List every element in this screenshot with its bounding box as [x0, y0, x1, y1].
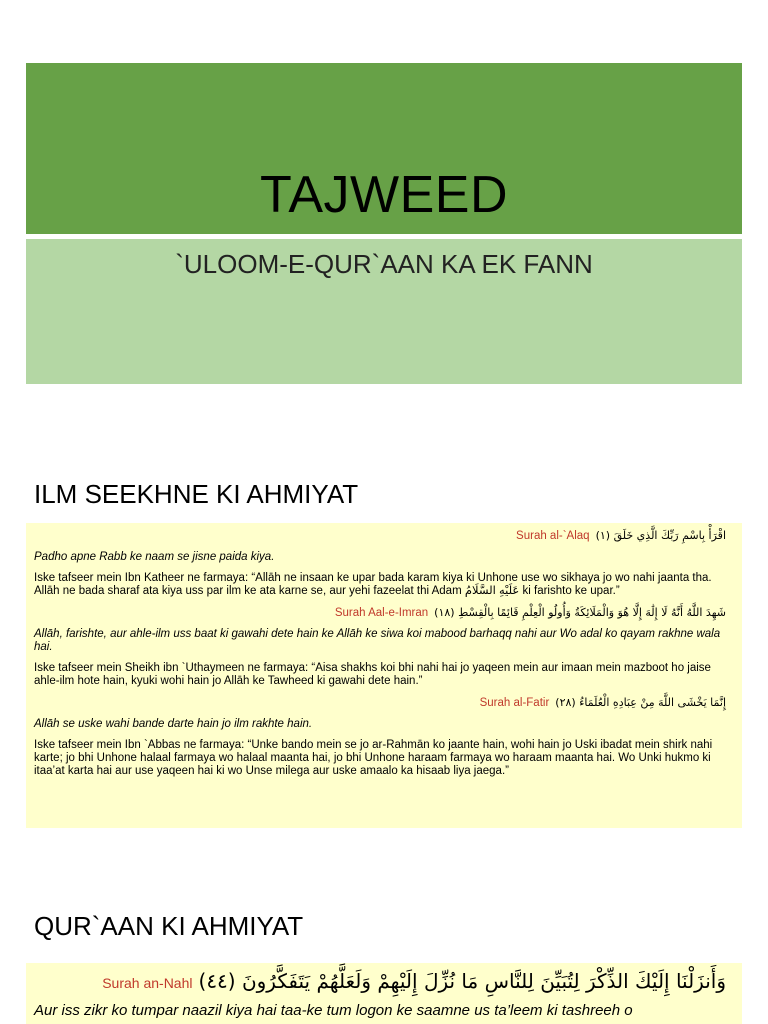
- verse-translation: Allāh, farishte, aur ahle-ilm uss baat ki gawahi dete hain ke Allāh ke siwa koi mabood barhaqq nahi aur Wo adal ko qayam rakhne wala hai.: [34, 628, 721, 653]
- arabic-verse: إِنَّمَا يَخْشَى اللَّهَ مِنْ عِبَادِهِ الْعُلَمَاءُ (٢٨): [555, 696, 726, 709]
- tafseer-text: Iske tafseer mein Ibn `Abbas ne farmaya: “Unke bando mein se jo ar-Rahmān ko jaante hain, wohi hain jo Uski ibadat mein shirk nahi karte; jo bhi Unhone halaal farmaya wo halaal maanta hai, jo bhi Unhone haraam farmaya wo haraam maanta hai. Wo Unki hukmo ki itaa’at karta hai aur use yaqeen hai ki wo Unse milega aur uske amaalo ka hisaab liya jaega.”: [34, 739, 713, 777]
- verse-line-fatir: [34, 696, 726, 710]
- verse-line-aal-e-imran: [34, 606, 726, 620]
- verse-line-alaq: [34, 529, 726, 543]
- surah-name: Surah al-Fatir: [479, 697, 550, 709]
- arabic-verse: اقْرَأْ بِاسْمِ رَبِّكَ الَّذِي خَلَقَ (١): [595, 529, 726, 542]
- surah-name: Surah Aal-e-Imran: [334, 607, 429, 619]
- surah-name: Surah al-`Alaq: [516, 530, 590, 542]
- title-slide: [26, 63, 742, 384]
- tafseer-text: Iske tafseer mein Ibn Katheer ne farmaya: “Allāh ne insaan ke upar bada karam kiya ki Unhone use wo sikhaya jo wo nahi jaanta tha. Allāh ne bada sharaf ata kiya uss par ilm ke ata karne se, aur yehi fazeelat thi Adam عَلَيْهِ السَّلَامُ ki farishto ke upar.”: [34, 572, 712, 597]
- title-band: [26, 63, 742, 234]
- title-divider: [26, 234, 742, 239]
- surah-name: Surah an-Nahl: [102, 975, 193, 991]
- page-subtitle: `ULOOM-E-QUR`AAN KA EK FANN: [175, 249, 593, 279]
- page-title: TAJWEED: [259, 166, 509, 224]
- section-heading-quraan: QUR`AAN KI AHMIYAT: [34, 911, 304, 941]
- verse-translation: Aur iss zikr ko tumpar naazil kiya hai taa-ke tum logon ke saamne us ta’leem ki tashreeh o: [34, 1002, 633, 1019]
- verse-translation: Padho apne Rabb ke naam se jisne paida kiya.: [34, 551, 275, 563]
- verse-line-nahl: [34, 971, 726, 993]
- tafseer-text: Iske tafseer mein Sheikh ibn `Uthaymeen ne farmaya: “Aisa shakhs koi bhi nahi hai jo yaqeen mein aur imaan mein mazboot ho jaise ahle-ilm hote hain, kyuki wohi hain jo Allāh ke Tawheed ki gawahi dete hain.”: [34, 662, 711, 687]
- arabic-verse: شَهِدَ اللَّهُ أَنَّهُ لَا إِلَٰهَ إِلَّا هُوَ وَالْمَلَائِكَةُ وَأُولُو الْعِلْمِ قَائِمًا بِالْقِسْطِ (١٨): [434, 606, 726, 619]
- content-box-ilm: [26, 523, 742, 828]
- arabic-verse: وَأَنزَلْنَا إِلَيْكَ الذِّكْرَ لِتُبَيِّنَ لِلنَّاسِ مَا نُزِّلَ إِلَيْهِمْ وَلَعَلَّهُمْ يَتَفَكَّرُونَ (٤٤): [198, 969, 726, 993]
- verse-translation: Allāh se uske wahi bande darte hain jo ilm rakhte hain.: [34, 718, 313, 730]
- section-heading-ilm: ILM SEEKHNE KI AHMIYAT: [34, 479, 359, 509]
- content-box-quraan: [26, 963, 742, 1024]
